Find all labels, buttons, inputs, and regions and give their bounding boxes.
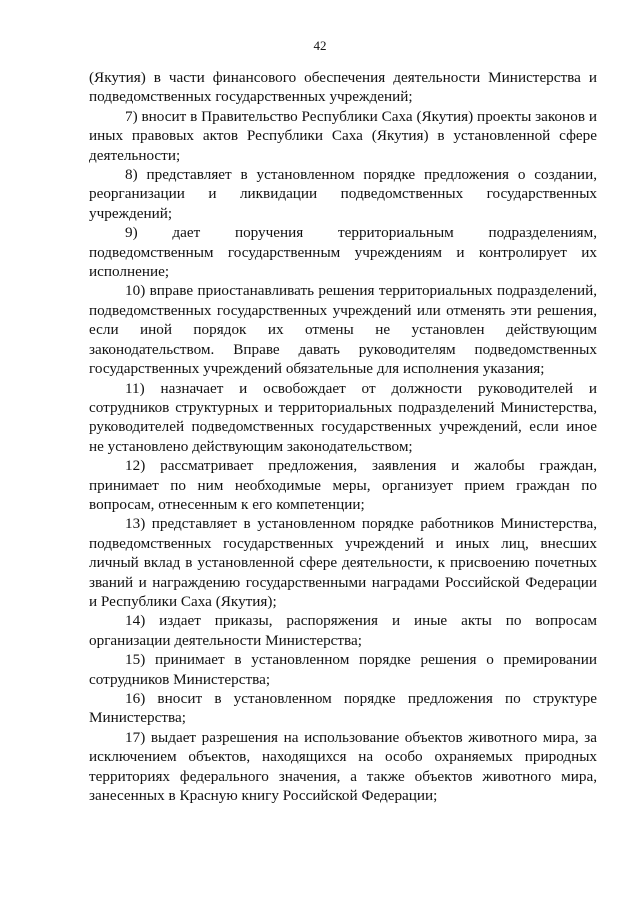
paragraph-item-16: 16) вносит в установленном порядке предложения по структуре Министерства;	[89, 690, 597, 727]
paragraph-item-8: 8) представляет в установленном порядке предложения о создании, реорганизации и ликвидации подведомственных государственных учреждений;	[89, 166, 597, 222]
paragraph-item-7: 7) вносит в Правительство Республики Саха (Якутия) проекты законов и иных правовых актов Республики Саха (Якутия) в установленной сфере деятельности;	[89, 107, 597, 164]
paragraph-item-13: 13) представляет в установленном порядке работников Министерства, подведомственных государственных учреждений и иных лиц, внесших личный вклад в установленной сфере деятельности, к присвоению почетных званий и награждению государственными наградами Российской Федерации и Республики Саха (Якутия);	[89, 515, 597, 610]
paragraph-continuation: (Якутия) в части финансового обеспечения деятельности Министерства и подведомственных государственных учреждений;	[89, 69, 597, 106]
paragraph-item-15: 15) принимает в установленном порядке решения о премировании сотрудников Министерства;	[89, 651, 597, 688]
paragraph-item-9: 9) дает поручения территориальным подразделениям, подведомственным государственным учреждениям и контролирует их исполнение;	[89, 224, 597, 281]
document-body	[89, 68, 597, 805]
paragraph-item-17: 17) выдает разрешения на использование объектов животного мира, за исключением объектов, находящихся на особо охраняемых природных территориях федерального значения, а также объектов животного мира, занесенных в Красную книгу Российской Федерации;	[89, 728, 597, 805]
paragraph-item-10: 10) вправе приостанавливать решения территориальных подразделений, подведомственных государственных учреждений или отменять эти решения, если иной порядок их отмены не установлен действующим законодательством. Вправе давать руководителям подведомственных государственных учреждений обязательные для исполнения указания;	[89, 282, 597, 378]
paragraph-item-14: 14) издает приказы, распоряжения и иные акты по вопросам организации деятельности Министерства;	[89, 612, 597, 649]
paragraph-item-12: 12) рассматривает предложения, заявления и жалобы граждан, принимает по ним необходимые меры, организует прием граждан по вопросам, отнесенным к его компетенции;	[89, 457, 597, 513]
paragraph-item-11: 11) назначает и освобождает от должности руководителей и сотрудников структурных и территориальных подразделений Министерства, руководителей подведомственных государственных учреждений, если иное не установлено действующим законодательством;	[89, 379, 597, 455]
page-number: 42	[313, 38, 327, 53]
